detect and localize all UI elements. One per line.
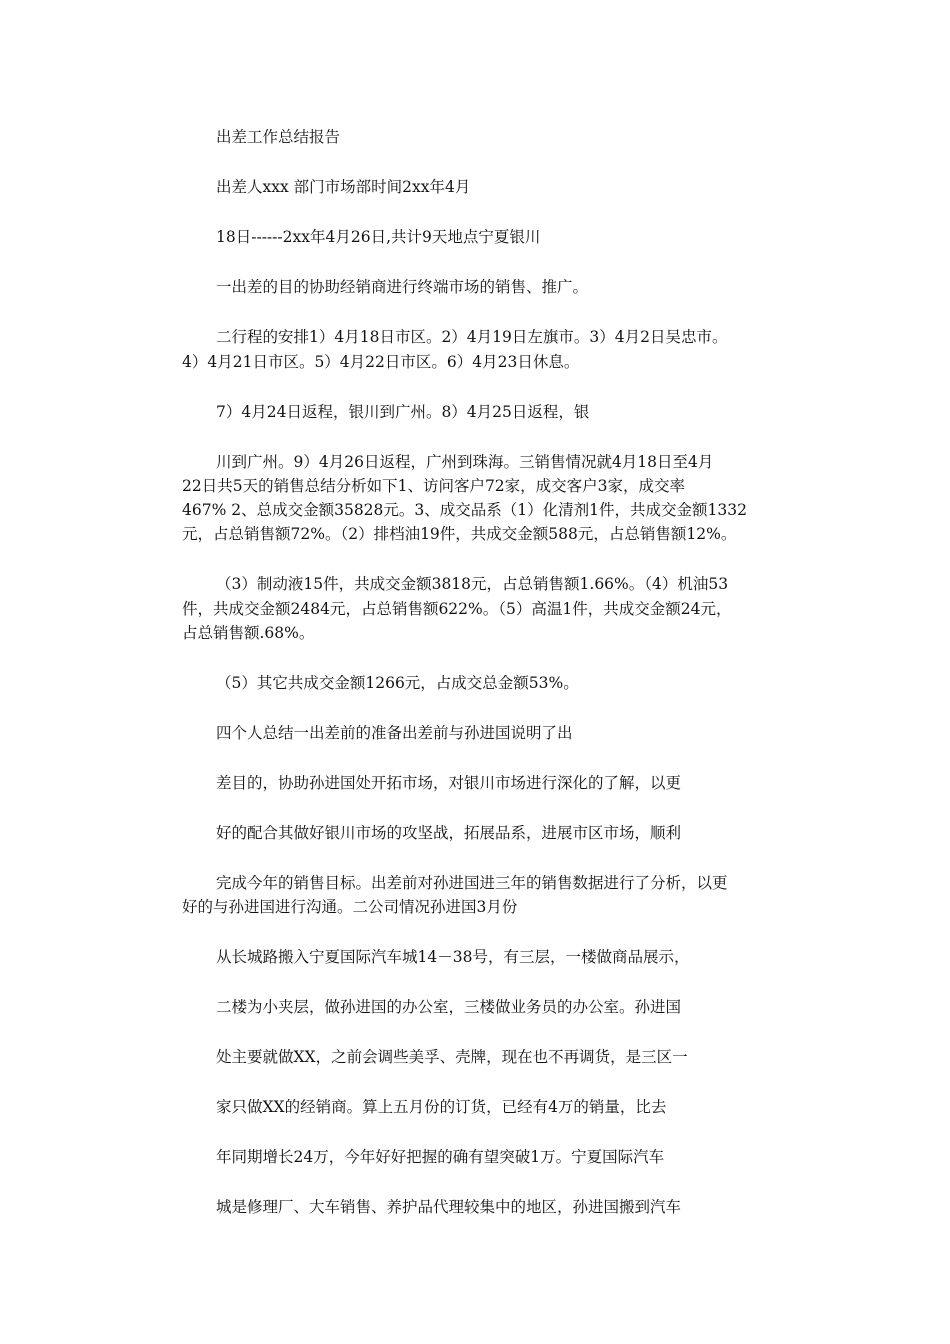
text-line: 差目的，协助孙进国处开拓市场，对银川市场进行深化的了解，以更 <box>216 774 682 792</box>
text-line: 件，共成交金额2484元，占总销售额622%。（5）高温1件，共成交金额24元， <box>182 600 732 618</box>
text-line: 出差人xxx 部门市场部时间2xx年4月 <box>216 178 471 196</box>
text-line: 4）4月21日市区。5）4月22日市区。6）4月23日休息。 <box>182 353 580 371</box>
text-line: 二楼为小夹层，做孙进国的办公室，三楼做业务员的办公室。孙进国 <box>216 998 682 1016</box>
text-line: 467% 2、总成交金额35828元。3、成交品系（1）化清剂1件，共成交金额1332 <box>182 501 747 519</box>
text-line: 一出差的目的协助经销商进行终端市场的销售、推广。 <box>216 278 589 296</box>
text-line: 22日共5天的销售总结分析如下1、访问客户72家，成交客户3家，成交率 <box>182 477 686 495</box>
text-line: 年同期增长24万，今年好好把握的确有望突破1万。宁夏国际汽车 <box>216 1148 665 1166</box>
text-line: 7）4月24日返程，银川到广州。8）4月25日返程，银 <box>216 403 590 421</box>
text-line: 家只做XX的经销商。算上五月份的订货，已经有4万的销量，比去 <box>216 1098 667 1116</box>
text-line: 四个人总结一出差前的准备出差前与孙进国说明了出 <box>216 724 573 742</box>
text-line: 川到广州。9）4月26日返程，广州到珠海。三销售情况就4月18日至4月 <box>216 453 714 471</box>
text-line: 好的配合其做好银川市场的攻坚战，拓展品系，进展市区市场，顺利 <box>216 824 682 842</box>
text-line: 元，占总销售额72%。（2）排档油19件，共成交金额588元，占总销售额12%。 <box>182 525 737 543</box>
text-line: 二行程的安排1）4月18日市区。2）4月19日左旗市。3）4月2日吴忠市。 <box>216 328 728 346</box>
text-line: 处主要就做XX，之前会调些美孚、壳牌，现在也不再调货，是三区一 <box>216 1048 688 1066</box>
document-title: 出差工作总结报告 <box>216 128 341 146</box>
text-line: 城是修理厂、大车销售、养护品代理较集中的地区，孙进国搬到汽车 <box>216 1198 682 1216</box>
text-line: 好的与孙进国进行沟通。二公司情况孙进国3月份 <box>182 898 518 916</box>
text-line: 占总销售额.68%。 <box>182 624 315 642</box>
text-line: 18日------2xx年4月26日,共计9天地点宁夏银川 <box>216 228 541 246</box>
text-line: （3）制动液15件，共成交金额3818元，占总销售额1.66%。（4）机油53 <box>216 575 729 593</box>
text-line: 从长城路搬入宁夏国际汽车城14－38号，有三层，一楼做商品展示， <box>216 948 690 966</box>
text-line: 完成今年的销售目标。出差前对孙进国进三年的销售数据进行了分析，以更 <box>216 874 728 892</box>
text-line: （5）其它共成交金额1266元，占成交总金额53%。 <box>216 674 579 692</box>
